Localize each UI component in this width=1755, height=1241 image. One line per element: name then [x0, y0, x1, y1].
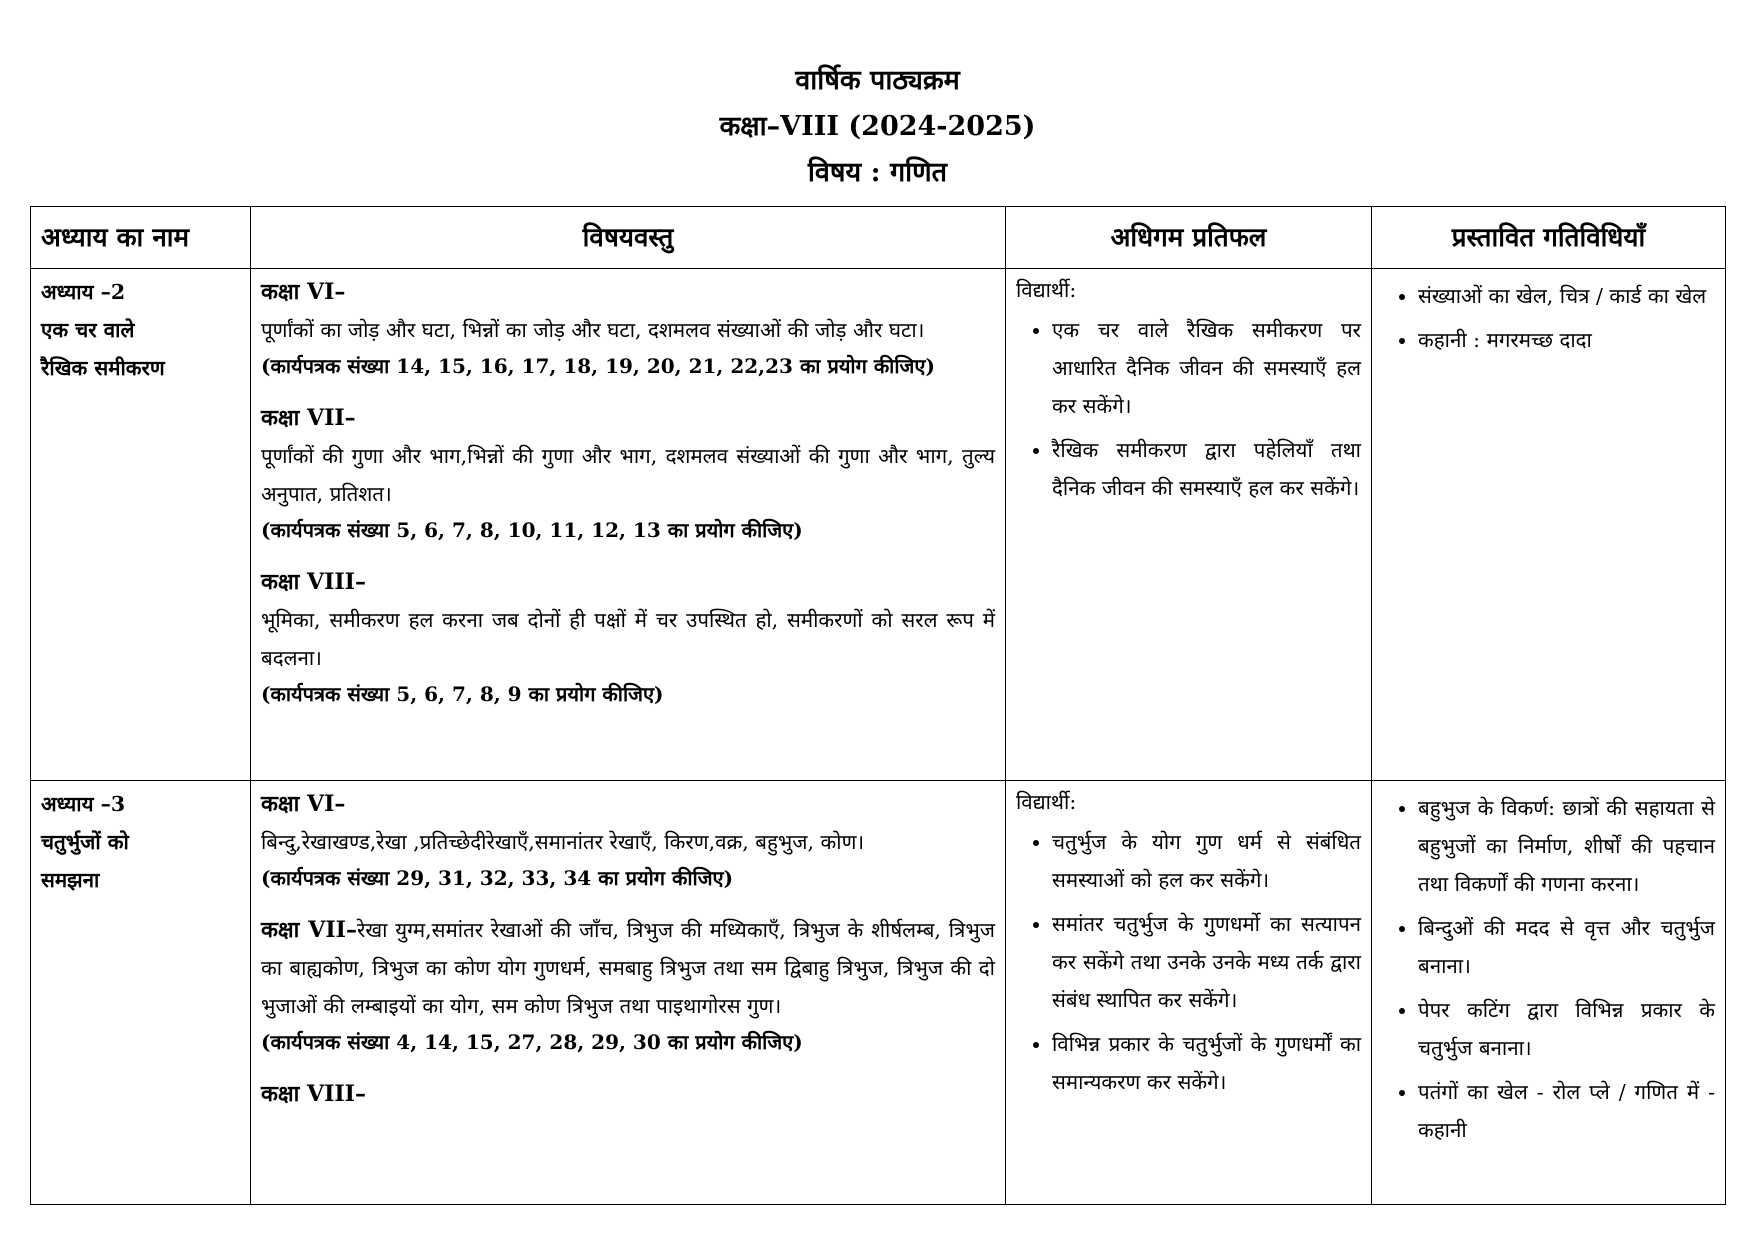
list-item: • विभिन्न प्रकार के चतुर्भुजों के गुणधर्मों का समान्यकरण कर सकेंगे।	[1052, 1025, 1361, 1101]
outcomes-list	[1016, 311, 1361, 507]
document-title: वार्षिक पाठ्यक्रम	[795, 65, 960, 96]
list-item: • रैखिक समीकरण द्वारा पहेलियाँ तथा दैनिक जीवन की समस्याएँ हल कर सकेंगे।	[1052, 431, 1361, 507]
outcomes-cell	[1006, 781, 1372, 1205]
class-title: कक्षा VI–	[261, 279, 346, 305]
content-cell	[251, 269, 1006, 781]
activities-list	[1382, 277, 1715, 359]
chapter-name-line: समझना	[41, 868, 100, 892]
content-cell	[251, 781, 1006, 1205]
table-row	[31, 781, 1726, 1205]
column-header-activities: प्रस्तावित गतिविधियाँ	[1372, 207, 1726, 269]
subject-title: विषय : गणित	[807, 157, 948, 188]
outcomes-lead: विद्यार्थी:	[1016, 790, 1077, 814]
class-title: कक्षा VII–	[261, 405, 356, 431]
class-topics: रेखा युग्म,समांतर रेखाओं की जाँच, त्रिभुज की मध्यिकाएँ, त्रिभुज के शीर्षलम्ब, त्रिभुज का बाह्यकोण, त्रिभुज का कोण योग गुणधर्म, समबाहु त्रिभुज तथा सम द्विबाहु त्रिभुज, त्रिभुज की दो भुजाओं की लम्बाइयों का योग, सम कोण त्रिभुज तथा पाइथागोरस गुण।	[261, 918, 995, 1018]
class-block	[261, 1075, 995, 1113]
column-header-chapter: अध्याय का नाम	[31, 207, 251, 269]
chapter-number: अध्याय –2	[41, 280, 126, 304]
chapter-cell	[31, 781, 251, 1205]
chapter-name-line: चतुर्भुजों को	[41, 830, 129, 854]
document-header	[0, 58, 1755, 196]
activities-cell	[1372, 781, 1726, 1205]
table-row	[31, 269, 1726, 781]
worksheet-note: (कार्यपत्रक संख्या 5, 6, 7, 8, 9 का प्रयोग कीजिए)	[261, 682, 664, 706]
list-item: • चतुर्भुज के योग गुण धर्म से संबंधित समस्याओं को हल कर सकेंगे।	[1052, 823, 1361, 899]
class-title: कक्षा VIII–	[261, 1081, 366, 1107]
chapter-number: अध्याय –3	[41, 792, 126, 816]
table-header-row	[31, 207, 1726, 269]
list-item: • बिन्दुओं की मदद से वृत्त और चतुर्भुज बनाना।	[1418, 909, 1715, 985]
chapter-name-line: रैखिक समीकरण	[41, 356, 165, 380]
activities-list	[1382, 789, 1715, 1149]
class-block	[261, 785, 995, 895]
list-item: • संख्याओं का खेल, चित्र / कार्ड का खेल	[1418, 277, 1715, 315]
class-block	[261, 911, 995, 1059]
class-topics: बिन्दु,रेखाखण्ड,रेखा ,प्रतिच्छेदीरेखाएँ,समानांतर रेखाएँ, किरण,वक्र, बहुभुज, कोण।	[261, 830, 865, 854]
class-title: कक्षा VII–	[261, 917, 357, 943]
class-block	[261, 563, 995, 711]
outcomes-lead: विद्यार्थी:	[1016, 278, 1077, 302]
class-topics-inline	[261, 911, 995, 1025]
outcomes-cell	[1006, 269, 1372, 781]
class-title: कक्षा VI–	[261, 791, 346, 817]
list-item: • कहानी : मगरमच्छ दादा	[1418, 321, 1715, 359]
class-title: कक्षा–VIII (2024-2025)	[719, 111, 1036, 142]
list-item: • बहुभुज के विकर्ण: छात्रों की सहायता से बहुभुजों का निर्माण, शीर्षों की पहचान तथा विकर्णों की गणना करना।	[1418, 789, 1715, 903]
worksheet-note: (कार्यपत्रक संख्या 4, 14, 15, 27, 28, 29, 30 का प्रयोग कीजिए)	[261, 1030, 803, 1054]
activities-cell	[1372, 269, 1726, 781]
list-item: • एक चर वाले रैखिक समीकरण पर आधारित दैनिक जीवन की समस्याएँ हल कर सकेंगे।	[1052, 311, 1361, 425]
class-topics: भूमिका, समीकरण हल करना जब दोनों ही पक्षों में चर उपस्थित हो, समीकरणों को सरल रूप में बदलना।	[261, 608, 995, 670]
outcomes-list	[1016, 823, 1361, 1101]
list-item: • पतंगों का खेल - रोल प्ले / गणित में - कहानी	[1418, 1073, 1715, 1149]
worksheet-note: (कार्यपत्रक संख्या 5, 6, 7, 8, 10, 11, 12, 13 का प्रयोग कीजिए)	[261, 518, 803, 542]
worksheet-note: (कार्यपत्रक संख्या 14, 15, 16, 17, 18, 19, 20, 21, 22,23 का प्रयोग कीजिए)	[261, 354, 935, 378]
class-block	[261, 399, 995, 547]
column-header-outcomes: अधिगम प्रतिफल	[1006, 207, 1372, 269]
class-topics: पूर्णांकों की गुणा और भाग,भिन्नों की गुणा और भाग, दशमलव संख्याओं की गुणा और भाग, तुल्य अनुपात, प्रतिशत।	[261, 444, 995, 506]
list-item: • समांतर चतुर्भुज के गुणधर्मो का सत्यापन कर सकेंगे तथा उनके उनके मध्य तर्क द्वारा संबंध स्थापित कर सकेंगे।	[1052, 905, 1361, 1019]
list-item: • पेपर कटिंग द्वारा विभिन्न प्रकार के चतुर्भुज बनाना।	[1418, 991, 1715, 1067]
class-block	[261, 273, 995, 383]
class-title: कक्षा VIII–	[261, 569, 366, 595]
worksheet-note: (कार्यपत्रक संख्या 29, 31, 32, 33, 34 का प्रयोग कीजिए)	[261, 866, 734, 890]
chapter-name-line: एक चर वाले	[41, 318, 135, 342]
chapter-cell	[31, 269, 251, 781]
syllabus-table	[30, 206, 1726, 1205]
column-header-content: विषयवस्तु	[251, 207, 1006, 269]
class-topics: पूर्णांकों का जोड़ और घटा, भिन्नों का जोड़ और घटा, दशमलव संख्याओं की जोड़ और घटा।	[261, 318, 925, 342]
